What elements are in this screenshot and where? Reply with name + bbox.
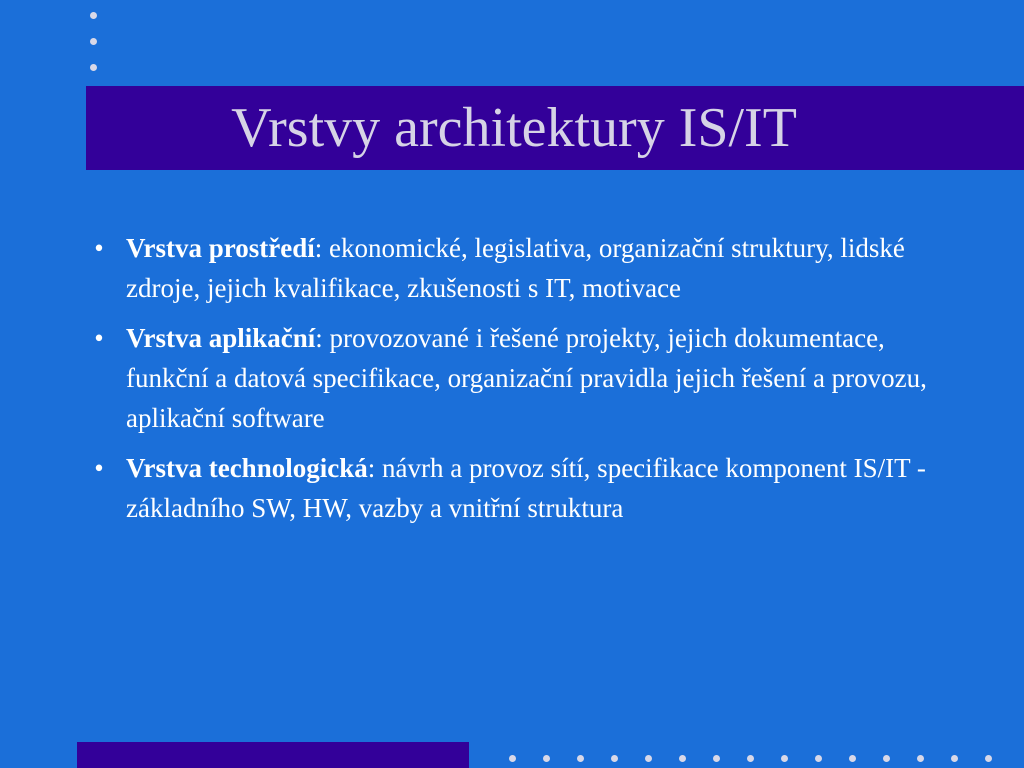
- decorative-dot: [577, 755, 584, 762]
- bullet-text: : návrh a provoz sítí, specifikace komponent IS/IT - základního SW, HW, vazby a vnitřní struktura: [126, 453, 926, 523]
- bullet-item: [86, 228, 946, 308]
- decorative-dot: [90, 12, 97, 19]
- footer-band: [77, 742, 469, 768]
- decorative-dot: [781, 755, 788, 762]
- decorative-dot: [815, 755, 822, 762]
- decorative-dot: [985, 755, 992, 762]
- bullet-text: : provozované i řešené projekty, jejich dokumentace, funkční a datová specifikace, organizační pravidla jejich řešení a provozu, aplikační software: [126, 323, 927, 433]
- bullet-text: : ekonomické, legislativa, organizační struktury, lidské zdroje, jejich kvalifikace, zkušenosti s IT, motivace: [126, 233, 905, 303]
- bullet-icon: •: [94, 233, 104, 263]
- bullet-list: [86, 228, 946, 538]
- decorative-dot: [883, 755, 890, 762]
- decorative-dot: [917, 755, 924, 762]
- bullet-item: [86, 448, 946, 528]
- decorative-dot: [90, 64, 97, 71]
- decorative-dot: [747, 755, 754, 762]
- decorative-dot: [90, 38, 97, 45]
- bullet-item: [86, 318, 946, 438]
- decorative-dot: [951, 755, 958, 762]
- decorative-dot: [679, 755, 686, 762]
- bullet-term: Vrstva aplikační: [126, 323, 316, 353]
- decorative-dot: [543, 755, 550, 762]
- bullet-icon: •: [94, 323, 104, 353]
- bullet-icon: •: [94, 453, 104, 483]
- decorative-dot: [849, 755, 856, 762]
- decorative-dot: [645, 755, 652, 762]
- decorative-dot: [713, 755, 720, 762]
- bullet-term: Vrstva technologická: [126, 453, 368, 483]
- bullet-term: Vrstva prostředí: [126, 233, 315, 263]
- decorative-dot: [611, 755, 618, 762]
- decorative-dot: [509, 755, 516, 762]
- slide-title: Vrstvy architektury IS/IT: [231, 97, 797, 159]
